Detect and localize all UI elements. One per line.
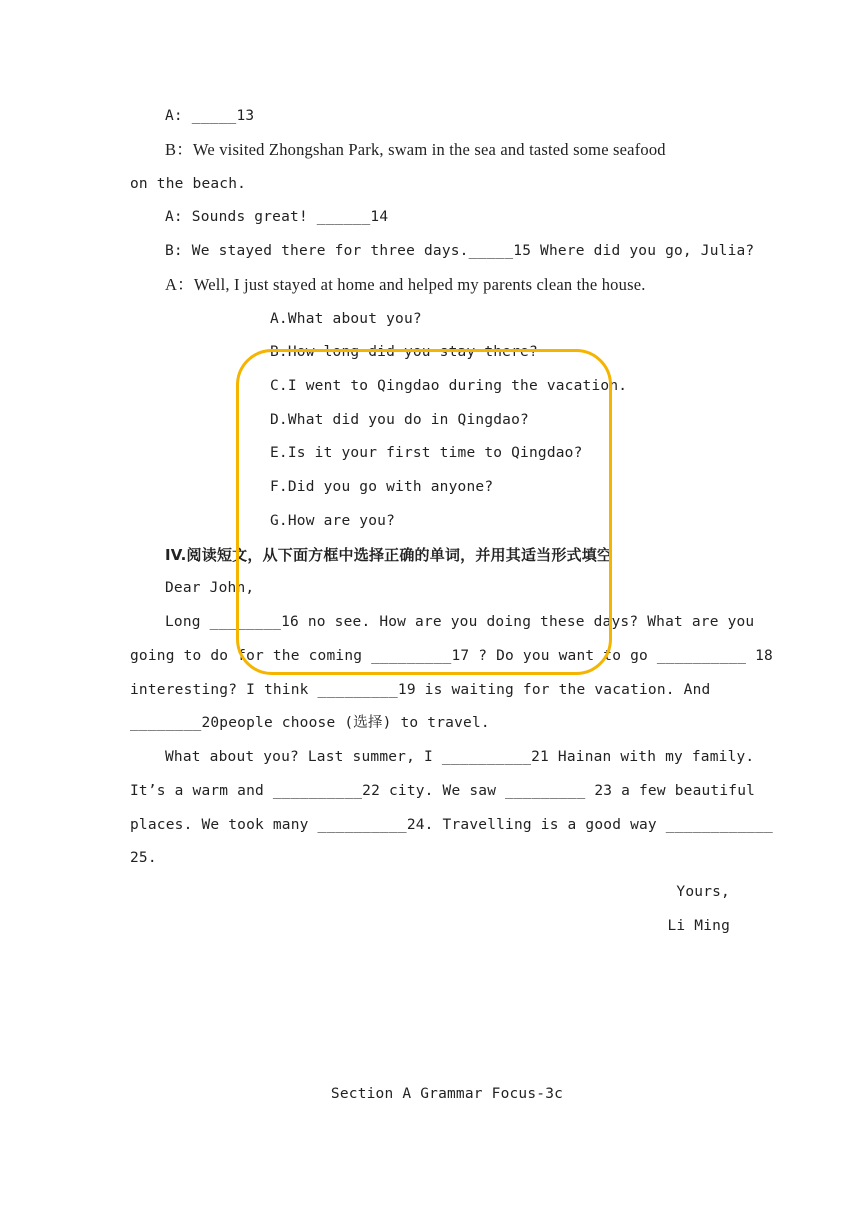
letter-p1-line4: ________20people choose (选择) to travel. bbox=[130, 715, 490, 731]
letter-p2-line2: It’s a warm and __________22 city. We saw _________ 23 a few beautiful bbox=[130, 783, 756, 799]
letter-closing: Yours, bbox=[676, 884, 730, 900]
option-d: D.What did you do in Qingdao? bbox=[270, 412, 529, 428]
dialogue-line-b-15: B: We stayed there for three days._____15 Where did you go, Julia? bbox=[165, 243, 755, 259]
section-heading: IV.阅读短文，从下面方框中选择正确的单词，并用其适当形式填空 bbox=[165, 546, 613, 564]
option-f: F.Did you go with anyone? bbox=[270, 479, 494, 495]
letter-signature: Li Ming bbox=[667, 918, 730, 934]
dialogue-line-b-1-cont: on the beach. bbox=[130, 176, 247, 192]
letter-p2-line1: What about you? Last summer, I __________21 Hainan with my family. bbox=[165, 749, 755, 765]
dialogue-line-a-14: A: Sounds great! ______14 bbox=[165, 209, 389, 225]
option-c: C.I went to Qingdao during the vacation. bbox=[270, 378, 628, 394]
option-b: B.How long did you stay there? bbox=[270, 344, 538, 360]
letter-p1-line1: Long ________16 no see. How are you doing these days? What are you bbox=[165, 614, 755, 630]
letter-p2-line4: 25. bbox=[130, 850, 157, 866]
option-a: A.What about you? bbox=[270, 311, 422, 327]
letter-p1-line2: going to do for the coming _________17 ? Do you want to go __________ 18 bbox=[130, 648, 773, 664]
letter-greeting: Dear John, bbox=[165, 580, 255, 596]
page-footer: Section A Grammar Focus-3c bbox=[330, 1086, 564, 1102]
option-g: G.How are you? bbox=[270, 513, 396, 529]
dialogue-line-a-final: A：Well, I just stayed at home and helped my parents clean the house. bbox=[165, 275, 646, 294]
dialogue-line-a-13: A: _____13 bbox=[165, 108, 255, 124]
letter-p2-line3: places. We took many __________24. Travelling is a good way ____________ bbox=[130, 817, 773, 833]
letter-p1-line3: interesting? I think _________19 is waiting for the vacation. And bbox=[130, 682, 711, 698]
option-e: E.Is it your first time to Qingdao? bbox=[270, 445, 583, 461]
dialogue-line-b-1: B：We visited Zhongshan Park, swam in the sea and tasted some seafood bbox=[165, 140, 666, 159]
